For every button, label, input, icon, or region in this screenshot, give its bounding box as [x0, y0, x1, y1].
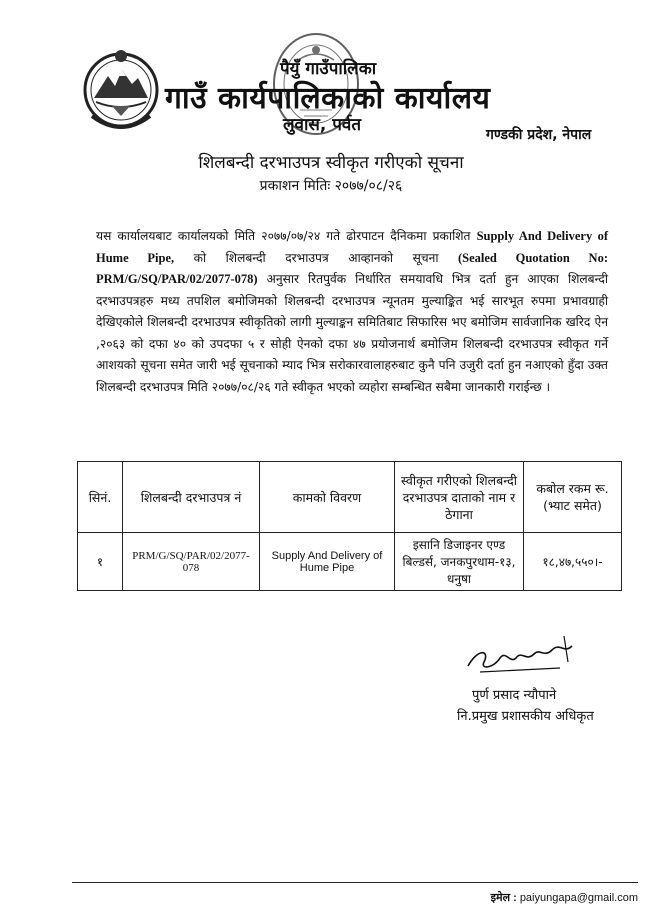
award-table [77, 461, 622, 591]
office-address: लुवास, पर्वत [283, 115, 362, 135]
col-header-ref: शिलबन्दी दरभाउपत्र नं [123, 462, 260, 533]
signatory-name: पुर्ण प्रसाद न्यौपाने [472, 688, 557, 703]
col-header-work: कामको विवरण [260, 462, 395, 533]
notice-title: शिलबन्दी दरभाउपत्र स्वीकृत गरीएको सूचना [198, 153, 464, 173]
signature [460, 628, 590, 684]
municipality-name: पैयुँ गाउँपालिका [280, 59, 377, 79]
cell-work: Supply And Delivery of Hume Pipe [260, 533, 395, 591]
signatory-title: नि.प्रमुख प्रशासकीय अधिकृत [457, 709, 594, 724]
col-header-amount: कबोल रकम रू. (भ्याट समेत) [524, 462, 622, 533]
col-header-sn: सिनं. [78, 462, 123, 533]
province-country: गण्डकी प्रदेश, नेपाल [486, 127, 592, 143]
footer-email [491, 890, 638, 905]
footer-divider [72, 882, 638, 883]
footer [74, 890, 640, 910]
body-mid: को शिलबन्दी दरभाउपत्र आव्हानको सूचना [174, 250, 458, 265]
notice-body [96, 226, 608, 398]
quotation-ref: (Sealed Quotation No: PRM/G/SQ/PAR/02/2077-078) [96, 250, 608, 286]
cell-ref: PRM/G/SQ/PAR/02/2077-078 [123, 533, 260, 591]
email-address: paiyungapa@gmail.com [519, 892, 638, 904]
cell-bidder: इसानि डिजाइनर एण्ड बिल्डर्स, जनकपुरधाम-१३, धनुषा [395, 533, 524, 591]
cell-sn: १ [78, 533, 123, 591]
office-name: गाउँ कार्यपालिकाको कार्यालय [165, 81, 491, 116]
col-header-bidder: स्वीकृत गरीएको शिलबन्दी दरभाउपत्र दाताको नाम र ठेगाना [395, 462, 524, 533]
body-intro: यस कार्यालयबाट कार्यालयको मिति २०७७/०७/२४ गते ढोरपाटन दैनिकमा प्रकाशित [96, 229, 477, 243]
publication-date: प्रकाशन मितिः २०७७/०८/२६ [259, 178, 403, 194]
table-header-row [78, 462, 622, 533]
table-row [78, 533, 622, 591]
email-label: इमेल : [490, 892, 517, 904]
project-name: Supply And Delivery of Hume Pipe, [96, 229, 608, 265]
cell-amount: १८,४७,५५०।- [524, 533, 622, 591]
body-rest: अनुसार रितपुर्वक निर्धारित समयावधि भित्र दर्ता हुन आएका शिलबन्दी दरभाउपत्रहरु मध्य तपशिल बमोजिमको शिलबन्दी दरभाउपत्र न्यूनतम मुल्याङ्कित भई सारभूत रुपमा प्रभावग्राही देखिएकोले शिलबन्दी दरभाउपत्र स्वीकृतिको लागी मुल्याङ्कन समितिबाट सिफारिस भए बमोजिम सार्वजानिक खरिद ऐन ,२०६३ को दफा ४० को उपदफा ५ र सोही ऐनको दफा ४७ प्रयोजनार्थ बमोजिम शिलबन्दी दरभाउपत्र स्वीकृत गर्ने आशयको सूचना समेत जारी भई सूचनाको म्याद भित्र सरोकारवालाहरुबाट कुनै पनि उजुरी दर्ता हुन नआएको हुँदा उक्त शिलबन्दी दरभाउपत्र मिति २०७७/०८/२६ गते स्वीकृत भएको व्यहोरा सम्बन्धित सबैमा जानकारी गराईन्छ । [96, 272, 608, 394]
nepal-emblem-logo [82, 46, 160, 138]
